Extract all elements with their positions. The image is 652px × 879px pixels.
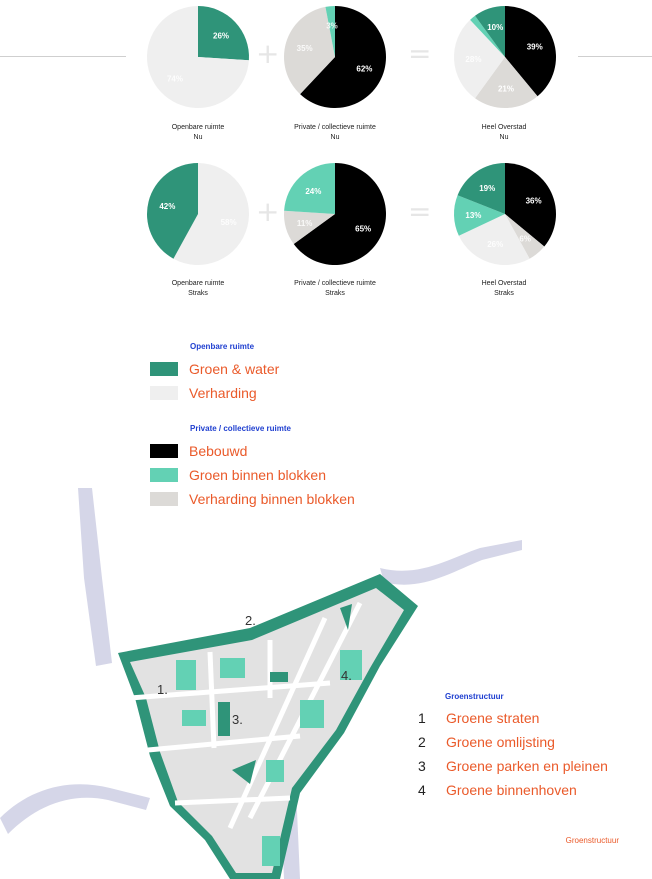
legend-swatch [150,362,178,376]
groenstructuur-item [418,758,608,774]
groenstructuur-label: Groene omlijsting [446,734,555,750]
groenstructuur-num: 3 [418,758,426,774]
pie-slice-label: 62% [356,64,373,74]
legend-item [150,443,247,459]
legend-heading-openbaar: Openbare ruimte [190,342,255,351]
legend-swatch [150,444,178,458]
pie-slice-label: 65% [355,224,372,234]
groenstructuur-label: Groene binnenhoven [446,782,577,798]
canal [78,488,112,666]
equals-operator: = [408,37,432,70]
chart-caption: Private / collectieve ruimte Straks [294,280,376,297]
pie-slice-label: 6% [519,234,531,244]
chart-caption: Openbare ruimte Straks [171,280,225,297]
pie-slice-label: 74% [166,74,183,84]
groenstructuur-label: Groene parken en pleinen [446,758,608,774]
groenstructuur-label: Groene straten [446,710,540,726]
pie-slice-label: 35% [296,44,313,54]
chart-caption: Heel Overstad Nu [481,124,527,141]
canal [0,784,150,834]
plus-operator: + [256,195,280,228]
pie-slice-label: 10% [487,22,504,32]
pie-slice-label: 13% [465,210,482,220]
map-marker-1: 1. [157,682,168,697]
legend-label: Groen binnen blokken [189,467,326,483]
canal [380,540,522,585]
groenstructuur-num: 4 [418,782,426,798]
pie-slice-label: 58% [220,217,237,227]
pie-slice-label: 21% [497,84,514,94]
pie-slice-label: 26% [213,31,230,41]
groenstructuur-heading: Groenstructuur [445,692,504,701]
legend-label: Bebouwd [189,443,248,459]
legend-swatch [150,468,178,482]
pie-slice-label: 42% [159,202,176,212]
pie-slice-label: 11% [296,218,313,228]
legend-label: Verharding binnen blokken [189,491,355,507]
map-marker-4: 4. [341,668,352,683]
legend-item [150,467,326,483]
legend-item [150,361,279,377]
legend-label: Verharding [189,385,257,401]
legend-heading-private: Private / collectieve ruimte [190,424,291,433]
groenstructuur-item [418,734,555,750]
pie-slice-label: 19% [479,183,496,193]
pie-slice-label: 36% [525,196,542,206]
pie-slice-label: 3% [326,21,338,31]
pie-slice-label: 28% [465,54,482,64]
chart-caption: Openbare ruimte Nu [171,124,225,141]
legend-item [150,385,257,401]
groenstructuur-item [418,710,539,726]
chart-caption: Heel Overstad Straks [481,280,527,297]
groenstructuur-item [418,782,577,798]
groenstructuur-num: 2 [418,734,426,750]
footer-label: Groenstructuur [565,836,619,845]
chart-caption: Private / collectieve ruimte Nu [294,124,376,141]
green-structure-map [0,488,652,879]
groenstructuur-num: 1 [418,710,426,726]
pie-charts [0,0,652,320]
pie-slice-label: 26% [487,240,504,250]
pie-slice-label: 24% [305,186,322,196]
legend-swatch [150,386,178,400]
legend-label: Groen & water [189,361,280,377]
map-marker-2: 2. [245,613,256,628]
equals-operator: = [408,195,432,228]
pie-slice-label: 39% [526,42,543,52]
plus-operator: + [256,37,280,70]
map-marker-3: 3. [232,712,243,727]
